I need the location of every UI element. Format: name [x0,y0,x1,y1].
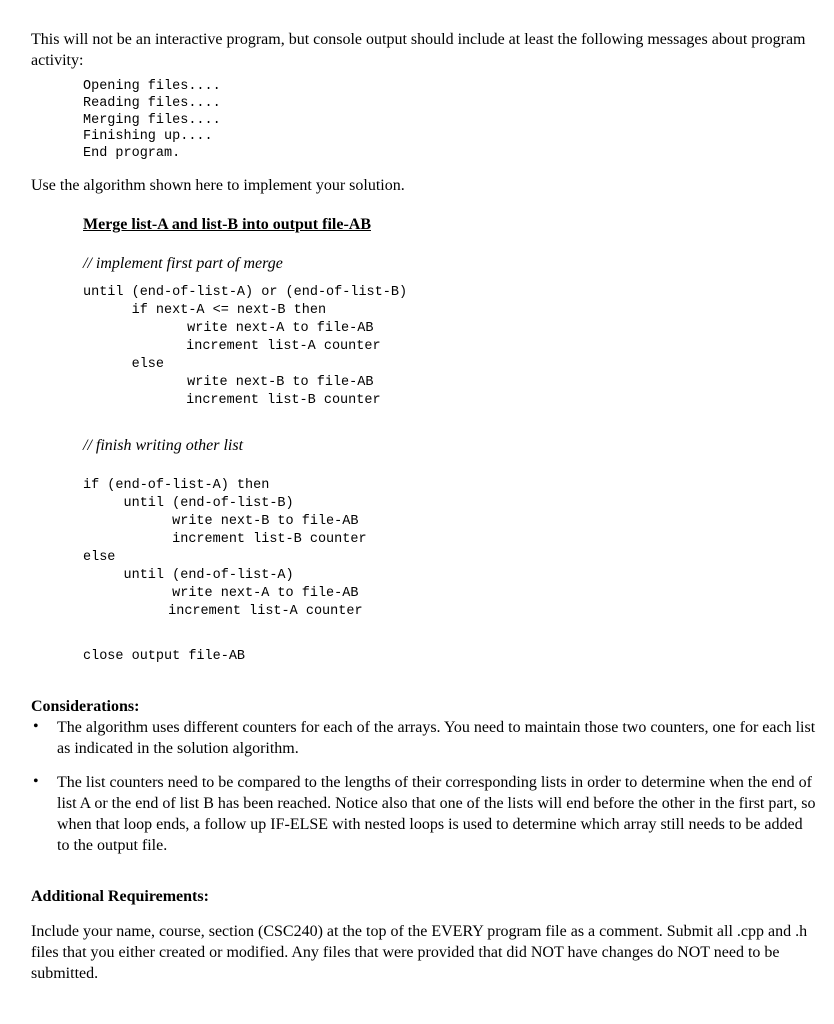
code-line: until (end-of-list-B) [83,496,294,511]
bullet-icon: • [33,773,39,790]
console-message: Reading files.... [83,96,221,111]
code-line: until (end-of-list-A) or (end-of-list-B) [83,285,408,300]
consideration-item: The list counters need to be compared to the lengths of their corresponding lists in order to determine when the end of list A or the end of list B has been reached. Notice also that one of the lists will end before the other in the first part, so when that loop ends, a follow up IF-ELSE with nested loops is used to determine which array still needs to be added to the output file. [57,774,816,854]
code-line: close output file-AB [83,649,246,664]
considerations-heading: Considerations: [31,698,140,715]
console-message: Finishing up.... [83,129,213,144]
console-message: End program. [83,146,181,161]
code-line: increment list-B counter [83,532,367,547]
algorithm-title: Merge list-A and list-B into output file-AB [83,216,371,233]
additional-requirements-text: Include your name, course, section (CSC240) at the top of the EVERY program file as a comment. Submit all .cpp and .h files that you either created or modified. Any files that were provided that did NOT have changes do NOT need to be submitted. [31,923,808,982]
code-line: if next-A <= next-B then [83,303,327,318]
code-line: until (end-of-list-A) [83,568,294,583]
code-line: else [83,357,165,372]
code-line: if (end-of-list-A) then [83,478,270,493]
algorithm-comment: // finish writing other list [83,437,244,454]
code-line: write next-B to file-AB [83,514,359,529]
bullet-icon: • [33,718,39,735]
algorithm-intro: Use the algorithm shown here to implement your solution. [31,177,405,194]
console-message: Merging files.... [83,113,221,128]
algorithm-comment: // implement first part of merge [83,255,283,272]
code-line: write next-B to file-AB [98,375,374,390]
consideration-item: The algorithm uses different counters for each of the arrays. You need to maintain those two counters, one for each list as indicated in the solution algorithm. [57,719,816,757]
code-line: increment list-B counter [97,393,381,408]
code-line: else [83,550,116,565]
code-line: write next-A to file-AB [98,321,374,336]
intro-paragraph: This will not be an interactive program, but console output should include at least the following messages about program activity: [31,31,806,69]
code-line: increment list-A counter [79,604,363,619]
code-line: increment list-A counter [97,339,381,354]
console-message: Opening files.... [83,79,221,94]
additional-requirements-heading: Additional Requirements: [31,888,209,905]
code-line: write next-A to file-AB [83,586,359,601]
